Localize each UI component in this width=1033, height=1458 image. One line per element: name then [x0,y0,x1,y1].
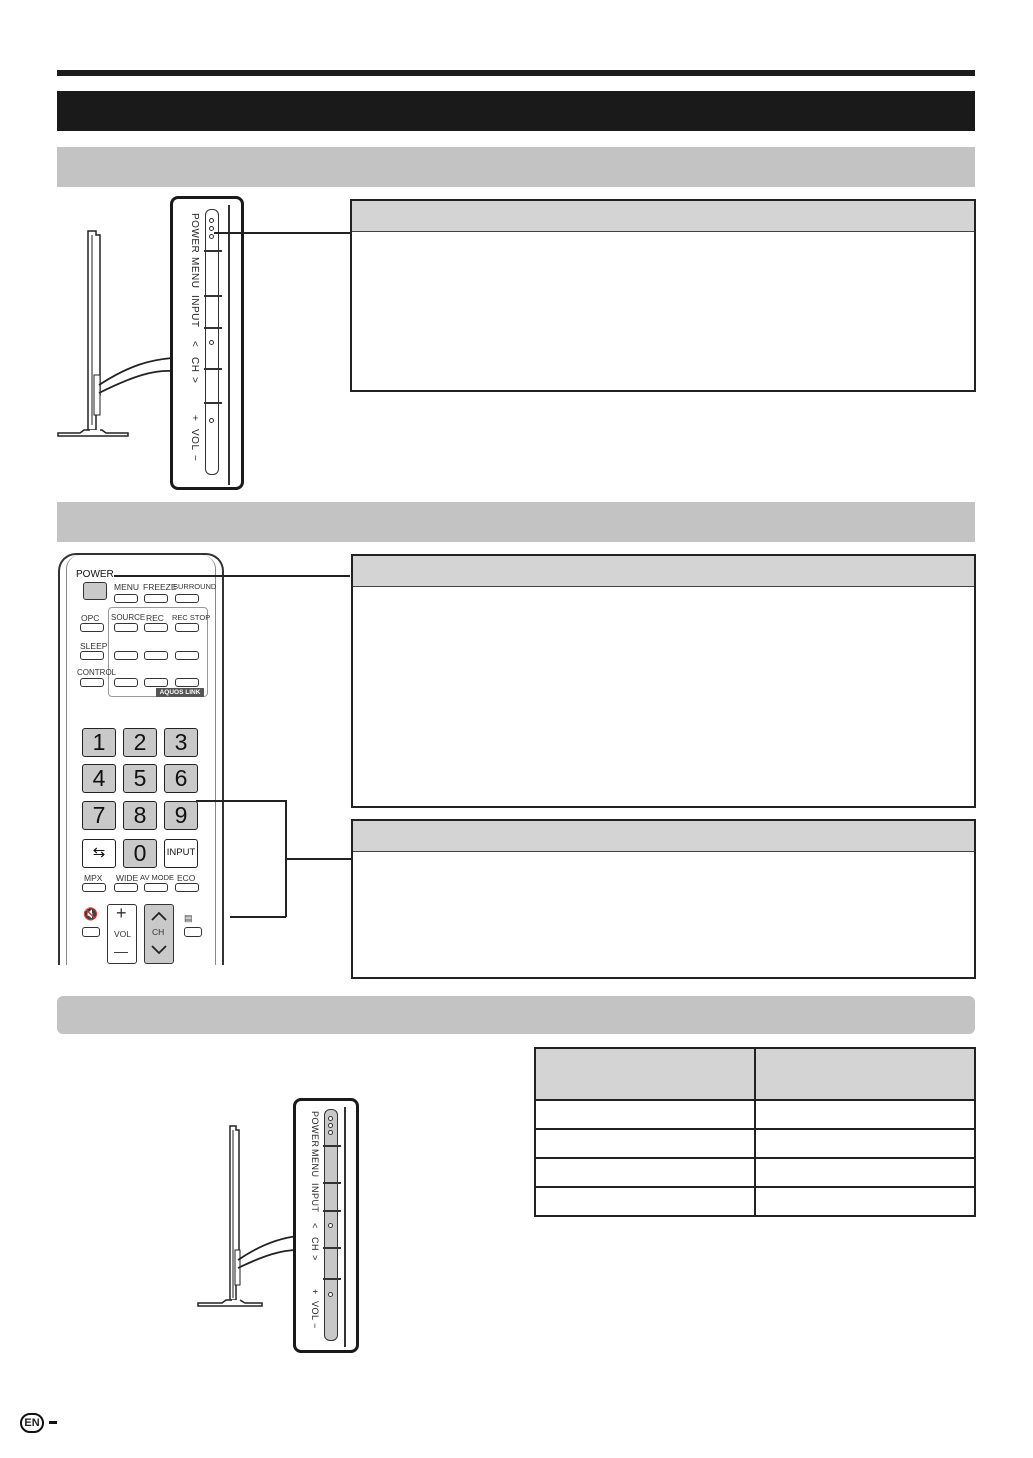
side-vol-down-label-2: − [310,1323,320,1329]
top-rule [57,70,975,76]
language-badge: EN [20,1413,44,1433]
remote-stop-button[interactable] [144,678,168,687]
side-power-label-2: POWER [310,1111,320,1148]
remote-vol-label: VOL [114,929,132,939]
key-9[interactable]: 9 [164,801,198,830]
table-cell [535,1100,755,1129]
leader-line [285,858,355,860]
remote-freeze-button[interactable] [144,594,168,603]
remote-menu-label: MENU [114,582,140,592]
table-header-cell [535,1048,755,1100]
ch-up-icon [150,911,168,921]
page-number-dash [49,1421,57,1424]
remote-sleep-button[interactable] [80,651,104,660]
table-row [535,1100,975,1129]
remote-mpx-label: MPX [84,873,103,883]
key-1[interactable]: 1 [82,728,116,757]
remote-mute-button[interactable] [82,927,100,937]
remote-power-box [351,554,976,808]
table-row [535,1187,975,1216]
tv-side-panel [170,196,244,490]
side-ch-down-label: > [189,377,200,384]
remote-freeze-label: FREEZE [143,582,177,592]
side-vol-down-label: − [189,455,200,462]
section-indicator-bar [57,996,975,1034]
flashback-key[interactable] [82,839,116,868]
aquos-link-label: AQUOS LINK [156,688,204,697]
remote-rec-label: REC [146,613,164,623]
vol-plus-icon: + [116,903,127,923]
key-4[interactable]: 4 [82,764,116,793]
remote-play-button[interactable] [144,651,168,660]
key-5[interactable]: 5 [123,764,157,793]
remote-power-label: POWER [76,569,114,580]
remote-surround-button[interactable] [175,594,199,603]
side-ch-down-label-2: > [310,1255,320,1261]
side-input-label-2: INPUT [310,1183,320,1213]
input-key[interactable]: INPUT [164,839,198,868]
remote-rec-button[interactable] [144,623,168,632]
table-row [535,1158,975,1187]
remote-control [58,553,224,965]
remote-control-label: CONTROL [77,668,117,677]
power-indicator-icon [209,218,214,223]
table-cell [755,1187,975,1216]
remote-recstop-label: REC STOP [172,613,211,622]
tv-side-panel-2 [293,1098,359,1353]
vol-minus-icon: — [114,943,128,959]
flashback-icon: ⇆ [92,844,106,861]
remote-teletext-button[interactable] [184,927,202,937]
side-vol-label-2: VOL [310,1301,320,1321]
tv-side-illustration-2 [190,1120,300,1310]
remote-avmode-label: AV MODE [140,873,175,882]
tv-side-illustration [50,225,180,440]
side-vol-label: VOL [189,429,200,451]
remote-wide-button[interactable] [114,883,138,892]
remote-channel-box [351,819,976,979]
side-menu-label-2: MENU [310,1149,320,1178]
remote-surround-label: SURROUND [173,582,217,591]
table-header-cell [755,1048,975,1100]
table-cell [755,1100,975,1129]
remote-ff-button[interactable] [175,651,199,660]
leader-line [214,232,350,234]
teletext-icon: ▤ [184,913,193,923]
side-vol-up-label: + [189,415,200,422]
remote-recstop-button[interactable] [175,623,199,632]
side-vol-up-label-2: + [310,1289,320,1295]
key-2[interactable]: 2 [123,728,157,757]
leader-line [230,916,286,918]
remote-mpx-button[interactable] [82,883,106,892]
remote-wide-label: WIDE [116,873,139,883]
leader-line [196,800,286,802]
mute-icon: 🔇 [83,907,98,921]
remote-power-box-header [353,556,974,587]
tv-side-button-strip-2 [324,1109,338,1341]
ch-down-icon [150,945,168,955]
remote-sleep-label: SLEEP [80,641,108,651]
remote-channel-box-header [353,821,974,852]
key-6[interactable]: 6 [164,764,198,793]
key-8[interactable]: 8 [123,801,157,830]
remote-avmode-button[interactable] [144,883,168,892]
table-cell [755,1129,975,1158]
table-cell [755,1158,975,1187]
remote-ch-rocker[interactable] [144,904,174,964]
remote-control-button[interactable] [80,678,104,687]
section-tv-bar [57,147,975,187]
remote-next-button[interactable] [175,678,199,687]
page-title-bar [57,91,975,131]
table-cell [535,1158,755,1187]
side-ch-up-label-2: < [310,1223,320,1229]
remote-vol-rocker[interactable] [107,904,137,964]
remote-menu-button[interactable] [114,594,138,603]
key-0[interactable]: 0 [123,839,157,868]
tv-side-button-strip [205,209,219,475]
remote-opc-button[interactable] [80,623,104,632]
table-cell [535,1187,755,1216]
indicator-table [534,1047,976,1217]
side-ch-up-label: < [189,341,200,348]
side-input-label: INPUT [189,295,200,328]
remote-opc-label: OPC [81,613,100,623]
remote-source-button[interactable] [114,623,138,632]
table-cell [535,1129,755,1158]
side-menu-label: MENU [189,257,200,289]
remote-rewind-button[interactable] [114,651,138,660]
remote-ch-label: CH [152,927,165,937]
remote-power-button[interactable] [83,582,107,600]
remote-eco-button[interactable] [175,883,199,892]
tv-power-box-header [352,201,974,232]
key-3[interactable]: 3 [164,728,198,757]
key-7[interactable]: 7 [82,801,116,830]
side-power-label: POWER [189,213,200,254]
side-ch-label-2: CH [310,1237,320,1251]
leader-line [114,575,350,577]
remote-eco-label: ECO [177,873,196,883]
remote-source-label: SOURCE [111,613,146,622]
side-ch-label: CH [189,357,200,373]
remote-prev-button[interactable] [114,678,138,687]
table-row [535,1129,975,1158]
section-remote-bar [57,502,975,542]
tv-power-box [350,199,976,392]
table-header-row [535,1048,975,1100]
